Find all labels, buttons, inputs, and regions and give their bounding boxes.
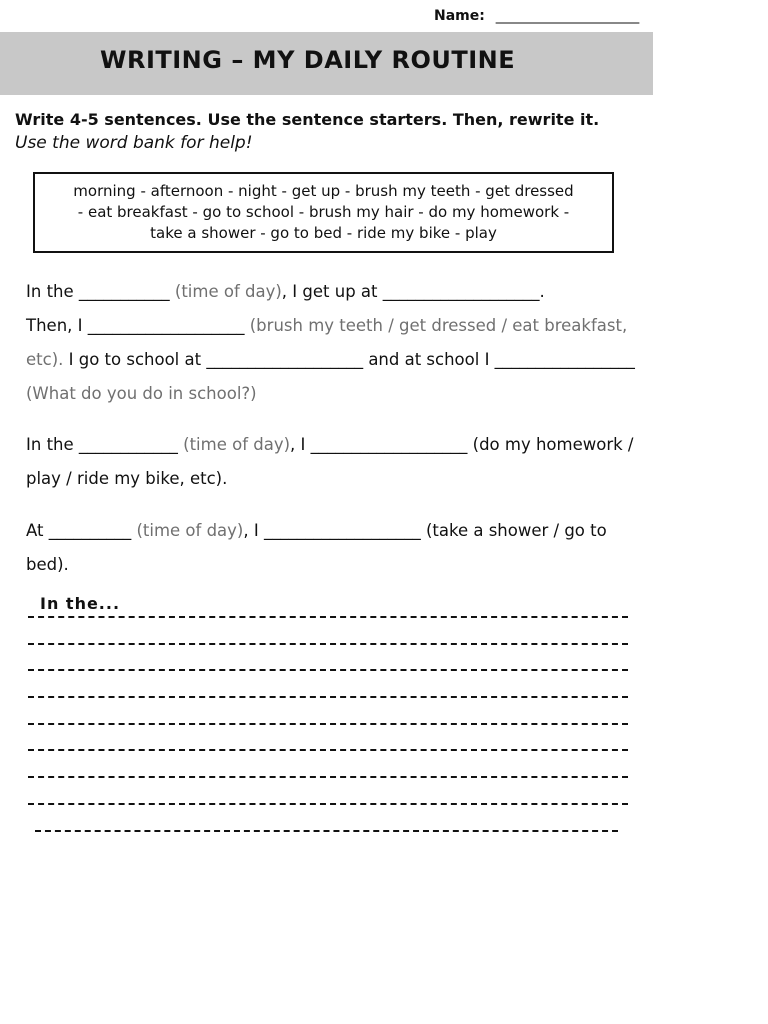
word-bank-line: - eat breakfast - go to school - brush my hair - do my homework - [77,203,570,221]
writing-line[interactable] [28,830,628,857]
word-bank-line: morning - afternoon - night - get up - brush my teeth - get dressed [73,182,574,200]
word-bank [33,172,614,253]
paragraph-night [26,514,641,582]
writing-area [28,592,628,856]
sentence-text: I go to school at ___________________ and at school I _________________ [63,350,635,369]
name-field [434,8,639,24]
word-bank-line: take a shower - go to bed - ride my bike - play [150,224,497,242]
page-title: WRITING – MY DAILY ROUTINE [100,46,516,74]
instructions-sub: Use the word bank for help! [15,133,253,153]
title-banner [0,32,653,95]
hint-text: (What do you do in school?) [26,384,257,403]
writing-line[interactable] [28,803,628,830]
writing-line[interactable] [28,669,628,696]
hint-text: (time of day) [174,282,282,301]
instructions [15,110,655,153]
sentence-text: In the ____________ [26,435,184,454]
name-line[interactable]: ______________________ [495,8,639,24]
paragraph-morning [26,275,641,411]
name-label: Name: [434,8,485,24]
sentence-text: Then, I ___________________ [26,316,250,335]
instructions-main: Write 4-5 sentences. Use the sentence starters. Then, rewrite it. [15,110,600,129]
writing-starter: In the... [40,594,121,613]
sentence-text: , I ___________________ (take a shower / go to bed). [26,521,607,574]
hint-text: (time of day) [183,435,291,454]
sentence-text: , I get up at ___________________. [281,282,545,301]
writing-line[interactable] [28,643,628,670]
writing-line[interactable] [28,749,628,776]
writing-line[interactable] [28,696,628,723]
writing-line[interactable] [28,723,628,750]
paragraph-afternoon [26,428,641,496]
sentence-text: In the ___________ [26,282,175,301]
hint-text: (time of day) [136,521,244,540]
sentence-text: , I ___________________ (do my homework / play / ride my bike, etc). [26,435,634,488]
writing-line[interactable] [28,616,628,643]
hint-text: (brush my teeth / get dressed / eat breakfast, etc). [26,316,628,369]
writing-line[interactable] [28,776,628,803]
sentence-text: At __________ [26,521,137,540]
